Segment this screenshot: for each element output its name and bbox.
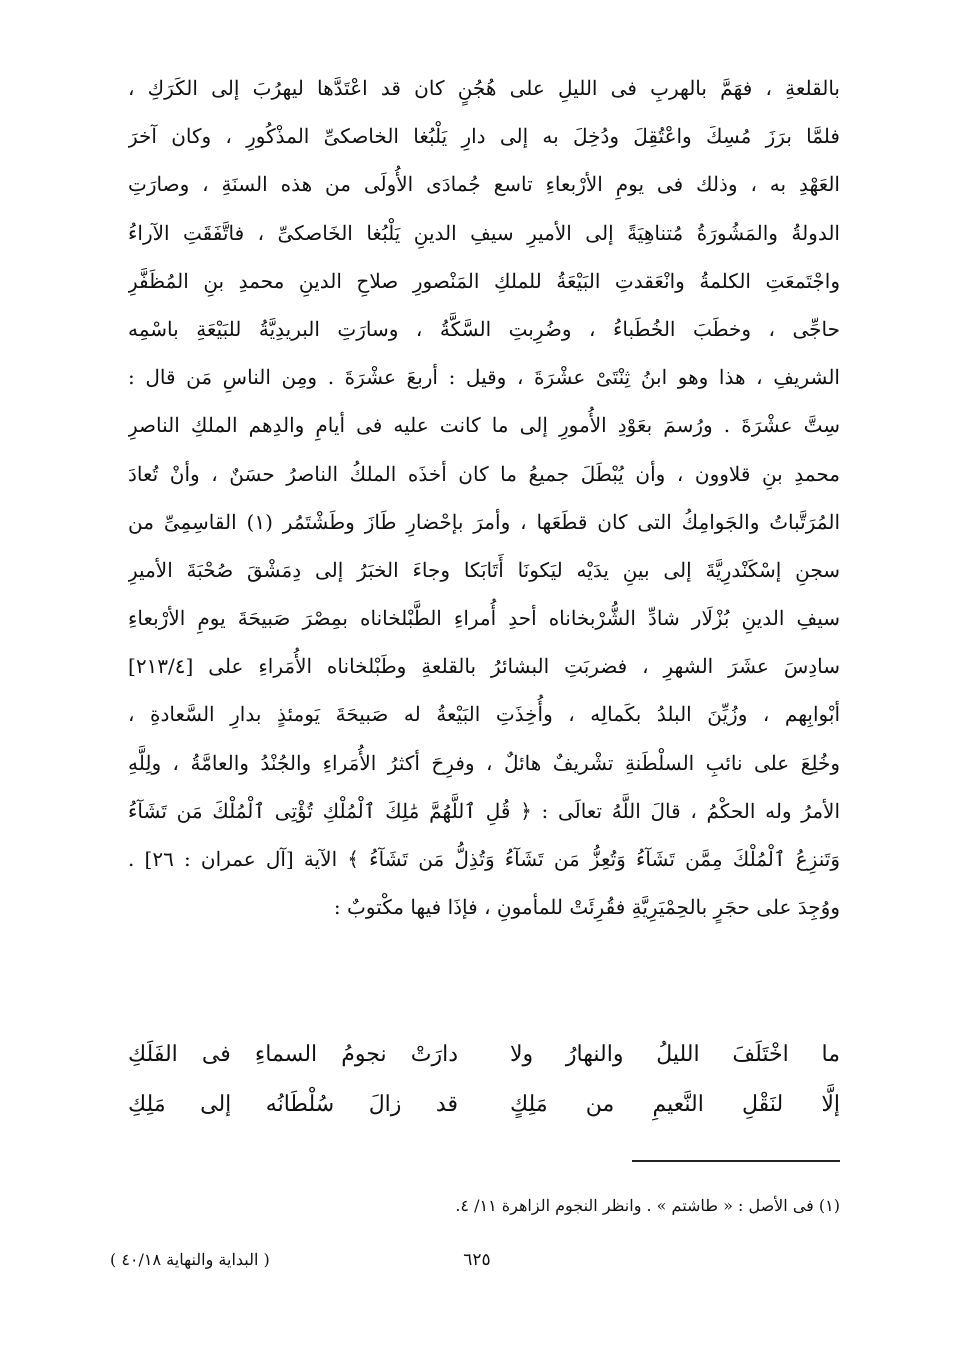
text-line: العَهْدِ به ، وذلك فى يومِ الأرْبعاءِ تاسع جُمادَى الأُولَى من هذه السنَةِ ، وصارَتِ bbox=[128, 172, 840, 197]
text-line: محمدِ بنِ قلاوون ، وأن يُبْطَلَ جميعُ ما كان أخذَه الملكُ الناصرُ حسَنٌ ، وأنْ تُعادَ bbox=[128, 461, 840, 486]
text-line: فلمَّا برَزَ مُسِكَ واعْتُقِلَ ودُخِلَ به إلى دارِ يَلْبُغا الخاصكىِّ المذْكُورِ ، وكان آخرَ bbox=[128, 124, 840, 149]
verse-line bbox=[128, 1030, 840, 1080]
text-line: المُرَتَّباتُ والجَوامِكُ التى كان قطَعَها ، وأمرَ بإحْضارِ طَازَ وطَشْتَمُر (١) القاسِمِىِّ من bbox=[128, 509, 840, 534]
text-line: وَتَنزِعُ ٱلْمُلْكَ مِمَّن تَشَآءُ وَتُعِزُّ مَن تَشَآءُ وَتُذِلُّ مَن تَشَآءُ ﴾ الآية [آل عمران : ٢٦] . bbox=[128, 847, 840, 871]
text-line: الدولةُ والمَشُورَةُ مُتناهِيَةً إلى الأميرِ سيفِ الدينِ يَلْبُغا الخَاصكىِّ ، فاتَّفَقَتِ الآراءُ bbox=[128, 220, 840, 245]
text-line: أبْوابِهم ، وزُيِّنَ البلدُ بكَمالِه ، وأُخِذَتِ البَيْعةُ له صَبيحَةَ يَومئذٍ بدارِ السَّعادةِ ، bbox=[128, 702, 840, 727]
footnote-divider bbox=[632, 1160, 840, 1162]
text-line: سيفِ الدينِ بُزْلَار شادِّ الشُّرْبخاناه أحدِ أُمراءِ الطَّبْلخاناه بمِصْرَ صَبيحَةَ يومِ الأرْبعاءِ bbox=[128, 606, 840, 631]
footnote: (١) فى الأصل : « طاشتم » . وانظر النجوم الزاهرة ١١/ ٤. bbox=[455, 1196, 840, 1215]
verse-line bbox=[128, 1080, 840, 1130]
text-line: سجنِ إسْكَنْدرِيَّةَ إلى بينِ يدَيْه ليَكونَا أَتَابَكا وجاءَ الخبَرُ إلى دِمَشْقَ صُحْبَةَ الأميرِ bbox=[128, 557, 840, 582]
verse-second-hemistich: قد زالَ سُلْطَانُه إلى مَلِكِ bbox=[128, 1092, 458, 1117]
text-line: سِتَّ عشْرَةَ . ورُسمَ بعَوْدِ الأُمورِ إلى ما كانت عليه فى أيامِ والدِهم الملكِ الناصرِ bbox=[128, 413, 840, 438]
source-reference: ( البداية والنهاية ٤٠/١٨ ) bbox=[110, 1250, 270, 1269]
page-number: ٦٢٥ bbox=[463, 1250, 491, 1270]
text-line: سادِسَ عشَرَ الشهرِ ، فضربَتِ البشائرُ بالقلعةِ وطَبْلخاناه الأُمَراءِ على [٢١٣/٤] bbox=[128, 654, 840, 679]
text-line: واجْتَمعَتِ الكلمةُ وانْعَقدتِ البَيْعَةُ للملكِ المَنْصورِ صلاحِ الدينِ محمدِ بنِ المُظَفَّرِ bbox=[128, 268, 840, 293]
main-text bbox=[128, 64, 840, 931]
verse-first-hemistich: ما اخْتَلَفَ الليلُ والنهارُ ولا bbox=[510, 1042, 840, 1067]
verse-second-hemistich: دارَتْ نجومُ السماءِ فى الفَلَكِ bbox=[128, 1042, 458, 1067]
text-line: ووُجِدَ على حجَرٍ بالحِمْيَرِيَّةِ فقُرِئَتْ للمأمونِ ، فإذَا فيها مكْتوبٌ : bbox=[333, 895, 840, 920]
text-line: الأمرُ وله الحكْمُ ، قالَ اللَّهُ تعالَى : ﴿ قُلِ ٱللَّهُمَّ مَٰلِكَ ٱلْمُلْكِ تُؤْتِى ٱلْمُلْكَ مَن تَشَآءُ bbox=[128, 798, 840, 823]
text-line: حاجِّى ، وخطَبَ الخُطَباءُ ، وضُرِبتِ السَّكَّةُ ، وسارَتِ البريدِيَّةُ للبَيْعَةِ باسْمِه bbox=[128, 316, 840, 341]
poem-verses bbox=[128, 1030, 840, 1130]
verse-first-hemistich: إلَّا لنَقْلِ النَّعيمِ من مَلِكٍ bbox=[510, 1092, 840, 1117]
text-line: وخُلِعَ على نائبِ السلْطَنةِ تشْريفٌ هائلٌ ، وفرِحَ أكثرُ الأُمَراءِ والجُنْدُ والعامَّةُ ، ولِلَّهِ bbox=[128, 750, 840, 775]
text-line: بالقلعةِ ، فهَمَّ بالهربِ فى الليلِ على هُجُنٍ كان قد اعْتَدَّها ليهرُبَ إلى الكَرَكِ ، bbox=[128, 76, 840, 100]
text-line: الشريفِ ، هذا وهو ابنُ ثِنْتَىْ عشْرَةَ ، وقيل : أربعَ عشْرَةَ . ومِن الناسِ مَن قال : bbox=[128, 365, 840, 390]
